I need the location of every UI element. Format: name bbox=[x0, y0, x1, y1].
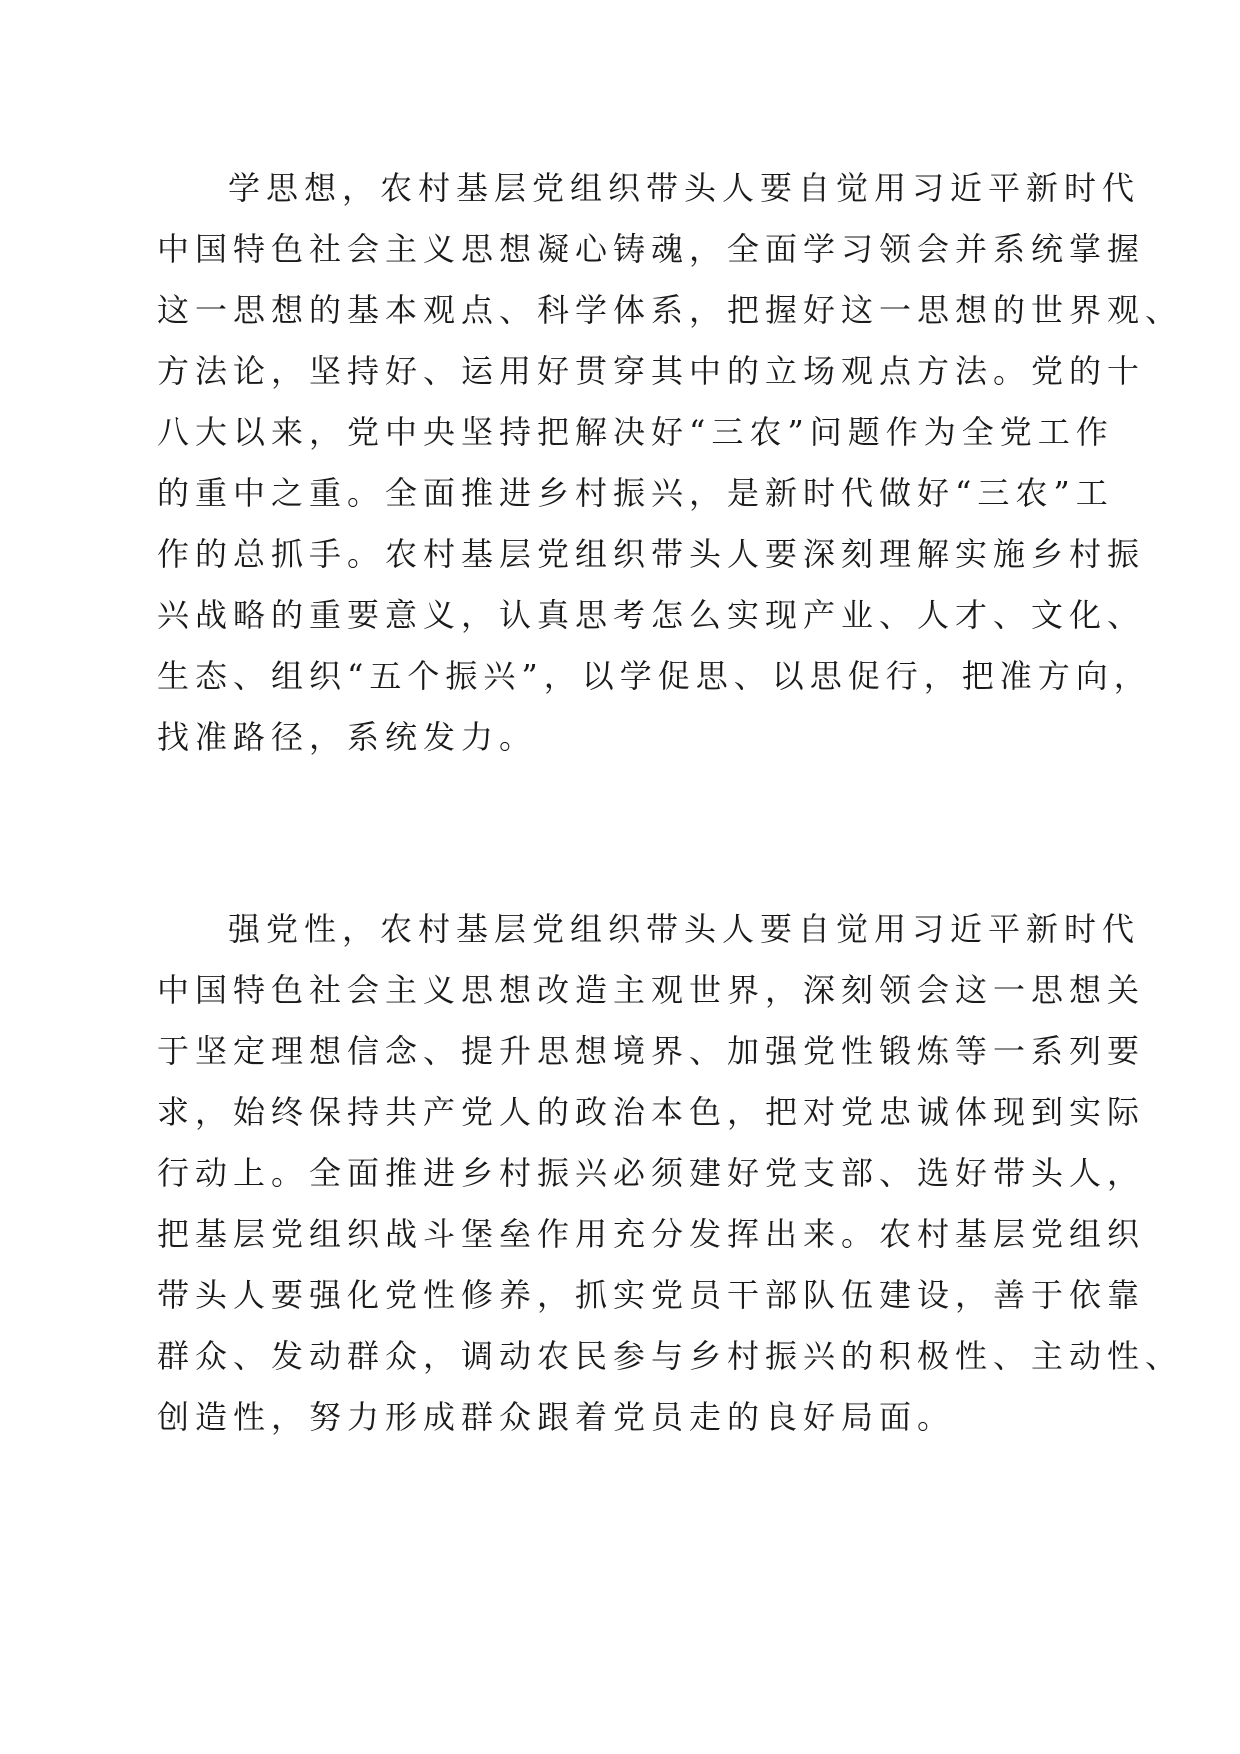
paragraph-line: 兴战略的重要意义，认真思考怎么实现产业、人才、文化、 bbox=[157, 596, 1146, 634]
paragraph-line: 把基层党组织战斗堡垒作用充分发挥出来。农村基层党组织 bbox=[157, 1215, 1146, 1253]
paragraph-line: 八大以来，党中央坚持把解决好“三农”问题作为全党工作 bbox=[157, 413, 1114, 451]
paragraph-line: 找准路径，系统发力。 bbox=[157, 718, 538, 756]
paragraph-line: 这一思想的基本观点、科学体系，把握好这一思想的世界观、 bbox=[157, 291, 1184, 329]
paragraph-line: 求，始终保持共产党人的政治本色，把对党忠诚体现到实际 bbox=[157, 1093, 1146, 1131]
paragraph-line: 的重中之重。全面推进乡村振兴，是新时代做好“三农”工 bbox=[157, 474, 1114, 512]
paragraph-line: 带头人要强化党性修养，抓实党员干部队伍建设，善于依靠 bbox=[157, 1276, 1146, 1314]
paragraph-line: 群众、发动群众，调动农民参与乡村振兴的积极性、主动性、 bbox=[157, 1337, 1184, 1375]
paragraph-line: 强党性，农村基层党组织带头人要自觉用习近平新时代 bbox=[228, 910, 1141, 948]
paragraph-line: 行动上。全面推进乡村振兴必须建好党支部、选好带头人， bbox=[157, 1154, 1146, 1192]
paragraph-line: 方法论，坚持好、运用好贯穿其中的立场观点方法。党的十 bbox=[157, 352, 1146, 390]
paragraph-line: 生态、组织“五个振兴”，以学促思、以思促行，把准方向， bbox=[157, 657, 1152, 695]
paragraph-line: 于坚定理想信念、提升思想境界、加强党性锻炼等一系列要 bbox=[157, 1032, 1146, 1070]
paragraph-line: 中国特色社会主义思想凝心铸魂，全面学习领会并系统掌握 bbox=[157, 230, 1146, 268]
paragraph-line: 创造性，努力形成群众跟着党员走的良好局面。 bbox=[157, 1398, 956, 1436]
paragraph-line: 学思想，农村基层党组织带头人要自觉用习近平新时代 bbox=[228, 169, 1141, 207]
paragraph-line: 作的总抓手。农村基层党组织带头人要深刻理解实施乡村振 bbox=[157, 535, 1146, 573]
paragraph-line: 中国特色社会主义思想改造主观世界，深刻领会这一思想关 bbox=[157, 971, 1146, 1009]
